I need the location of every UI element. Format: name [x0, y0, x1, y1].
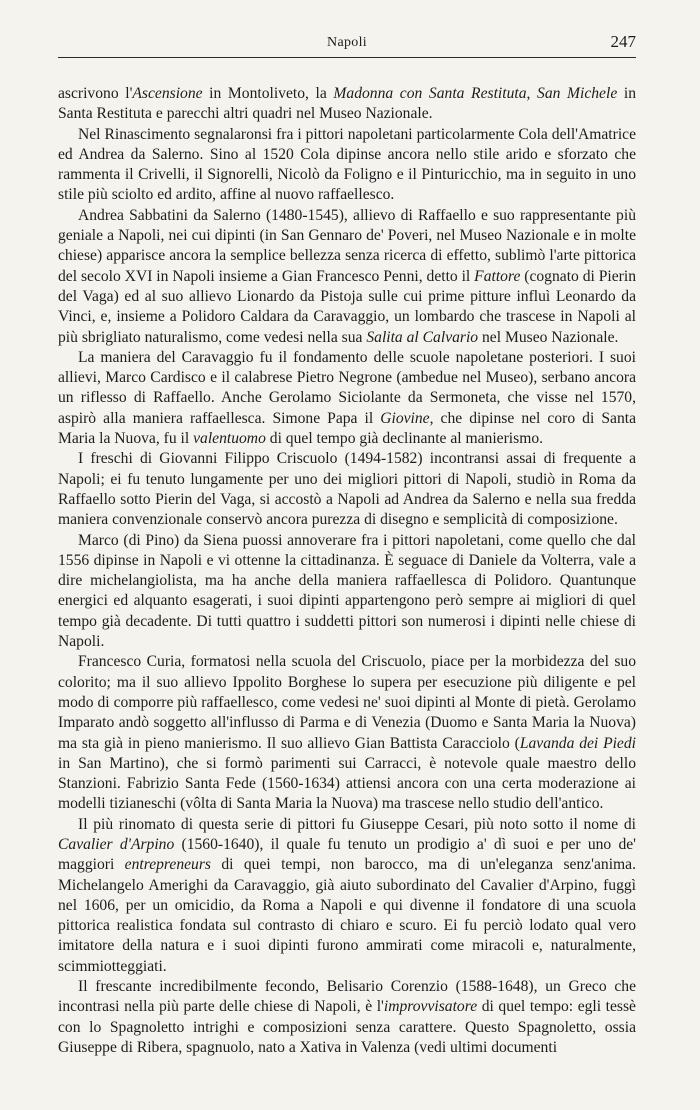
- body-text: [58, 84, 636, 1058]
- italic-run: improvvisatore: [383, 998, 478, 1016]
- text-run: ,: [526, 85, 538, 102]
- paragraph: [58, 84, 636, 125]
- text-run: in Santa Restituta e parecchi altri quadri nel Museo Nazionale.: [58, 85, 636, 123]
- text-run: Francesco Curia, formatosi nella scuola del Criscuolo, piace per la morbidezza del suo colorito; ma il suo allievo Ippolito Borghese lo supera per esecuzione più diligente e pel modo di comporre più raffaellesco, come vedesi ne' suoi dipinti al Monte di pietà. Gerolamo Imparato andò soggetto all'influsso di Parma e di Venezia (Duomo e Santa Maria la Nuova) ma sta già in pieno manierismo. Il suo allievo Gian Battista Caracciolo (: [58, 653, 636, 752]
- text-run: di quel tempo: egli tessè con lo Spagnoletto intrighi e composizioni senza carattere. Questo Spagnoletto, ossia Giuseppe di Ribera, spagnuolo, nato a Xativa in Valenza (vedi ultimi documenti: [58, 998, 636, 1056]
- paragraph: [58, 206, 636, 348]
- italic-run: San Michele: [537, 85, 618, 102]
- running-title: Napoli: [327, 35, 367, 50]
- text-run: La maniera del Caravaggio fu il fondamento delle scuole napoletane posteriori. I suoi allievi, Marco Cardisco e il calabrese Pietro Negrone (ambedue nel Museo), serbano ancora un riflesso di Raffaello. Anche Gerolamo Siciolante da Sermoneta, che visse nel 1570, aspirò alla maniera raffaellesca. Simone Papa il: [58, 348, 636, 427]
- paragraph: [58, 652, 636, 814]
- text-run: Marco (di Pino) da Siena puossi annoverare fra i pittori napoletani, come quello che dal 1556 dipinse in Napoli e vi ottenne la cittadinanza. È seguace di Daniele da Volterra, vale a dire michelangiolista, ma ha anche della maniera raffaellesca di Polidoro. Quantunque energici ed alquanto esagerati, i suoi dipinti appartengono però sempre ai migliori di quel tempo già decadente. Di tutti quattro i suddetti pittori son numerosi i dipinti nelle chiese di Napoli.: [58, 531, 636, 651]
- paragraph: [58, 977, 636, 1058]
- text-run: nel Museo Nazionale.: [478, 328, 619, 346]
- italic-run: Lavanda dei Piedi: [519, 734, 636, 752]
- text-run: , che dipinse nel coro di Santa Maria la Nuova, fu il: [58, 409, 636, 448]
- text-run: Andrea Sabbatini da Salerno (1480-1545), allievo di Raffaello e suo rappresentante più geniale a Napoli, nei cui dipinti (in San Gennaro de' Poveri, nel Museo Nazionale e in molte chiese) apparisce ancora la semplice bellezza senza ricerca di effetto, sublimò l'arte pittorica del secolo XVI in Napoli insieme a Gian Francesco Penni, detto il: [58, 206, 636, 285]
- italic-run: entrepreneurs: [124, 856, 211, 874]
- paragraph: [58, 531, 636, 653]
- italic-run: Cavalier d'Arpino: [58, 835, 175, 853]
- italic-run: Ascensione: [132, 85, 203, 102]
- text-run: di quel tempo già declinante al manierismo.: [265, 430, 544, 448]
- text-run: ascrivono l': [58, 85, 133, 102]
- paragraph: [58, 815, 636, 977]
- running-header: [58, 33, 636, 58]
- text-run: di quei tempi, non barocco, ma di un'eleganza senz'anima. Michelangelo Amerighi da Caravaggio, già aiuto subordinato del Cavalier d'Arpino, fuggì nel 1606, per un omicidio, da Roma a Napoli e qui divenne il fondatore di una scuola pittorica realistica fondata sul contrasto di chiaro e scuro. Ei fu perciò lodato qual vero imitatore della natura e i suoi dipinti furono ammirati come miracoli e, naturalmente, scimmiotteggiati.: [58, 856, 636, 975]
- paragraph: [58, 125, 636, 206]
- italic-run: valentuomo: [193, 430, 266, 448]
- text-run: in Montoliveto, la: [202, 85, 334, 102]
- text-run: in San Martino), che si formò parimenti sui Carracci, è notevole quale maestro dello Stanzioni. Fabrizio Santa Fede (1560-1634) attiensi ancora con una certa moderazione ai modelli tizianeschi (vôlta di Santa Maria la Nuova) ma trascese nello studio dell'antico.: [58, 754, 636, 813]
- paragraph: [58, 348, 636, 449]
- text-run: Nel Rinascimento segnalaronsi fra i pittori napoletani particolarmente Cola dell'Amatrice ed Andrea da Salerno. Sino al 1520 Cola dipinse ancora nello stile arido e sforzato che rammenta il Crivelli, il Signorelli, Nicolò da Foligno e il Pinturicchio, ma in seguito in uno stile più sciolto ed ardito, affine al nuovo raffaellesco.: [58, 125, 636, 204]
- text-run: (cognato di Pierin del Vaga) ed al suo allievo Lionardo da Pistoja sulle cui prime pitture influì Leonardo da Vinci, e, insieme a Polidoro Caldara da Caravaggio, un lombardo che trascese in Napoli al più sbrigliato naturalismo, come vedesi nella sua: [58, 267, 637, 346]
- italic-run: Giovine: [380, 409, 430, 427]
- text-run: Il più rinomato di questa serie di pittori fu Giuseppe Cesari, più noto sotto il nome di: [78, 815, 636, 833]
- text-run: (1560-1640), il quale fu tenuto un prodigio a' dì suoi e per uno de' maggiori: [58, 835, 636, 874]
- text-run: Il frescante incredibilmente fecondo, Belisario Corenzio (1588-1648), un Greco che incontrasi nella più parte delle chiese di Napoli, è l': [58, 978, 636, 1016]
- paragraph: [58, 449, 636, 530]
- italic-run: Salita al Calvario: [366, 328, 479, 346]
- text-run: I freschi di Giovanni Filippo Criscuolo (1494-1582) incontransi assai di frequente a Napoli; ei fu tenuto lungamente per uno dei migliori pittori di Napoli, studiò in Roma da Raffaello sotto Pierin del Vaga, si accostò a Napoli ad Andrea da Salerno e nella sua fredda maniera convenzionale conservò ancora purezza di disegno e semplicità di composizione.: [58, 450, 636, 529]
- italic-run: Fattore: [474, 267, 521, 285]
- italic-run: Madonna con Santa Restituta: [333, 85, 527, 102]
- page-number: 247: [610, 32, 636, 51]
